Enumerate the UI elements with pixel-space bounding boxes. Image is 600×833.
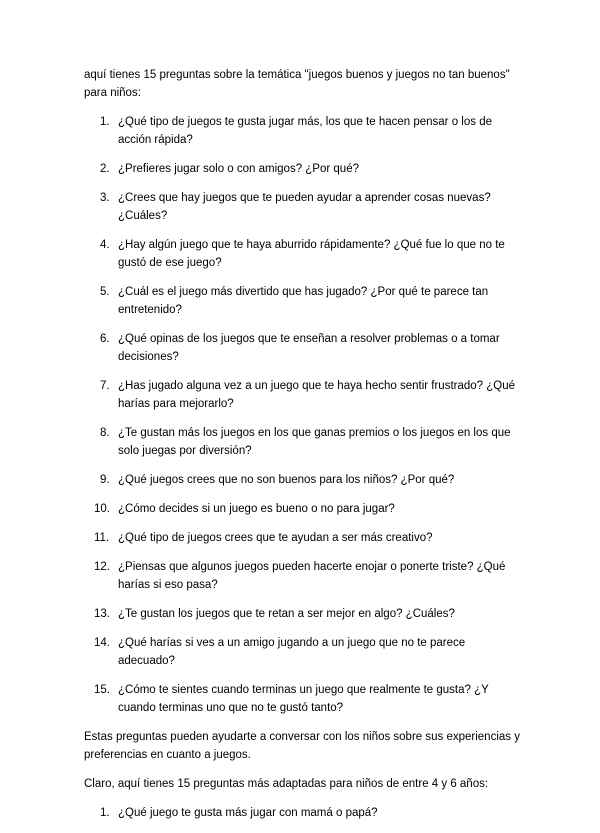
list-item <box>84 377 524 413</box>
question-list <box>84 113 524 717</box>
question-text: ¿Prefieres jugar solo o con amigos? ¿Por qué? <box>118 163 359 175</box>
question-text: ¿Qué opinas de los juegos que te enseñan a resolver problemas o a tomar decisiones? <box>118 333 500 363</box>
list-number: 2. <box>100 163 110 175</box>
list-item <box>84 471 524 489</box>
question-text: ¿Qué tipo de juegos crees que te ayudan a ser más creativo? <box>118 532 433 544</box>
question-text: ¿Cuál es el juego más divertido que has jugado? ¿Por qué te parece tan entretenido? <box>118 286 489 316</box>
question-text: ¿Hay algún juego que te haya aburrido rápidamente? ¿Qué fue lo que no te gustó de ese juego? <box>118 239 505 269</box>
list-number: 13. <box>94 608 110 620</box>
list-number: 10. <box>94 503 110 515</box>
list-number: 4. <box>100 239 110 251</box>
list-item <box>84 605 524 623</box>
question-text: ¿Qué juego te gusta más jugar con mamá o papá? <box>118 807 378 819</box>
question-text: ¿Qué harías si ves a un amigo jugando a un juego que no te parece adecuado? <box>118 637 466 667</box>
question-text: ¿Crees que hay juegos que te pueden ayudar a aprender cosas nuevas? ¿Cuáles? <box>118 192 491 222</box>
list-item <box>84 330 524 366</box>
question-text: ¿Qué tipo de juegos te gusta jugar más, los que te hacen pensar o los de acción rápida? <box>118 116 492 146</box>
question-text: ¿Has jugado alguna vez a un juego que te haya hecho sentir frustrado? ¿Qué harías para mejorarlo? <box>118 380 516 410</box>
list-number: 11. <box>94 532 110 544</box>
question-text: ¿Cómo decides si un juego es bueno o no para jugar? <box>118 503 395 515</box>
list-item <box>84 500 524 518</box>
list-number: 3. <box>100 192 110 204</box>
intro-paragraph: aquí tienes 15 preguntas sobre la temática "juegos buenos y juegos no tan buenos" para niños: <box>84 69 510 99</box>
list-item <box>84 424 524 460</box>
question-text: ¿Te gustan más los juegos en los que ganas premios o los juegos en los que solo juegas por diversión? <box>118 427 511 457</box>
list-number: 1. <box>100 116 110 128</box>
question-text: ¿Te gustan los juegos que te retan a ser mejor en algo? ¿Cuáles? <box>118 608 455 620</box>
document-body <box>84 66 524 833</box>
list-item <box>84 283 524 319</box>
closing-paragraph: Estas preguntas pueden ayudarte a conversar con los niños sobre sus experiencias y preferencias en cuanto a juegos. <box>84 731 520 761</box>
list-item <box>84 804 524 822</box>
list-item <box>84 558 524 594</box>
list-item <box>84 529 524 547</box>
list-number: 14. <box>94 637 110 649</box>
list-item <box>84 160 524 178</box>
list-number: 15. <box>94 684 110 696</box>
list-item <box>84 681 524 717</box>
second-intro-paragraph: Claro, aquí tienes 15 preguntas más adaptadas para niños de entre 4 y 6 años: <box>84 778 489 790</box>
list-number: 7. <box>100 380 110 392</box>
list-number: 8. <box>100 427 110 439</box>
list-number: 1. <box>100 807 110 819</box>
list-number: 5. <box>100 286 110 298</box>
list-item <box>84 634 524 670</box>
question-text: ¿Cómo te sientes cuando terminas un juego que realmente te gusta? ¿Y cuando terminas uno que no te gustó tanto? <box>118 684 489 714</box>
list-item <box>84 236 524 272</box>
question-text: ¿Qué juegos crees que no son buenos para los niños? ¿Por qué? <box>118 474 455 486</box>
list-number: 9. <box>100 474 110 486</box>
second-question-list <box>84 804 524 822</box>
list-number: 12. <box>94 561 110 573</box>
question-text: ¿Piensas que algunos juegos pueden hacerte enojar o ponerte triste? ¿Qué harías si eso pasa? <box>118 561 506 591</box>
list-number: 6. <box>100 333 110 345</box>
list-item <box>84 113 524 149</box>
list-item <box>84 189 524 225</box>
